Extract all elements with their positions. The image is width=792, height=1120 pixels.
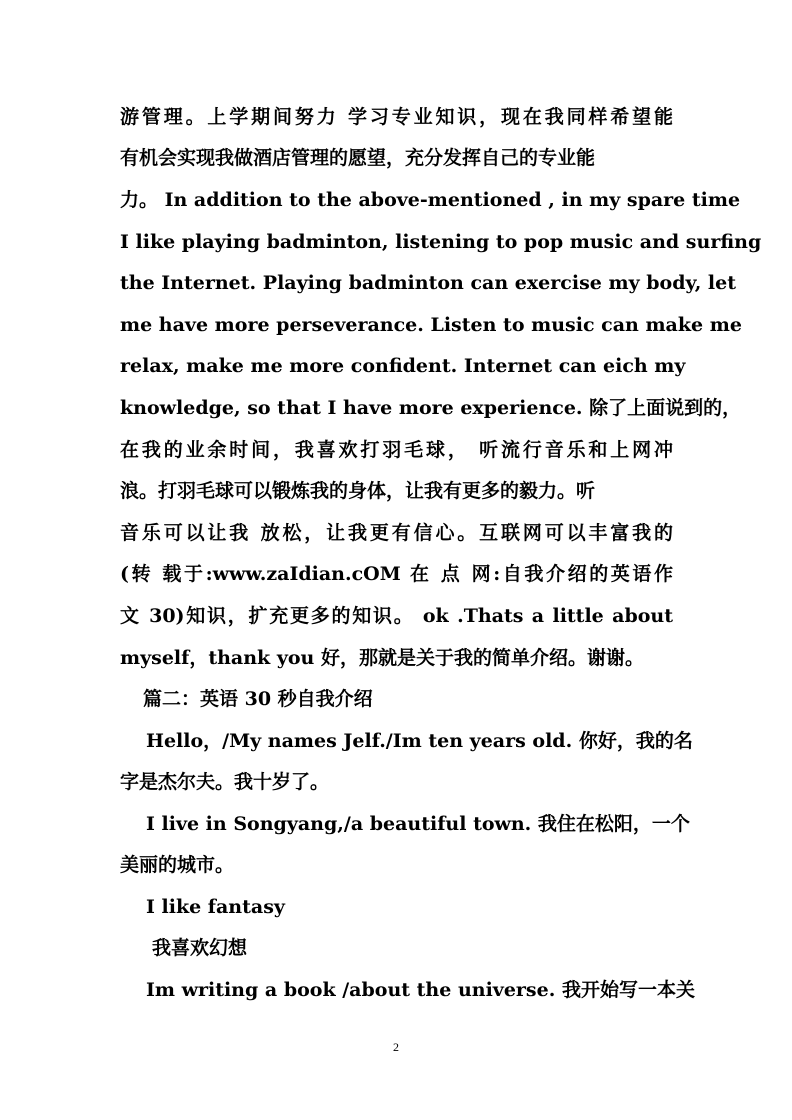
paragraph-line: 游管理。上学期间努力 学习专业知识，现在我同样希望能	[120, 106, 673, 128]
paragraph-line: I live in Songyang,/a beautiful town. 我住在松阳，一个	[146, 813, 690, 835]
paragraph-line: 音乐可以让我 放松，让我更有信心。互联网可以丰富我的	[120, 522, 673, 544]
paragraph-line: 我喜欢幻想	[152, 937, 248, 959]
paragraph-line: 浪。打羽毛球可以锻炼我的身体，让我有更多的毅力。听	[120, 480, 596, 502]
page-number: 2	[393, 1040, 399, 1054]
paragraph-line: me have more perseverance. Listen to music can make me	[120, 314, 742, 336]
paragraph-line: 字是杰尔夫。我十岁了。	[120, 771, 330, 793]
paragraph-line: I like playing badminton, listening to pop music and surfing	[120, 231, 762, 253]
paragraph-line: 有机会实现我做酒店管理的愿望，充分发挥自己的专业能	[120, 147, 596, 169]
paragraph-line: (转 载于:www.zaIdian.cOM 在 点 网:自我介绍的英语作	[120, 563, 673, 585]
paragraph-line: relax, make me more confident. Internet can eich my	[120, 355, 686, 377]
paragraph-line: 文 30)知识，扩充更多的知识。 ok .Thats a little about	[120, 605, 673, 627]
paragraph-line: knowledge, so that I have more experience. 除了上面说到的，	[120, 397, 742, 419]
paragraph-line: 力。 In addition to the above-mentioned , in my spare time	[120, 189, 741, 211]
paragraph-line: Hello，/My names Jelf./Im ten years old. 你好，我的名	[146, 730, 693, 752]
paragraph-line: myself，thank you 好，那就是关于我的简单介绍。谢谢。	[120, 647, 644, 669]
section-heading: 篇二：英语 30 秒自我介绍	[143, 688, 373, 710]
paragraph-line: 在我的业余时间，我喜欢打羽毛球， 听流行音乐和上网冲	[120, 439, 673, 461]
paragraph-line: I like fantasy	[146, 896, 285, 918]
paragraph-line: Im writing a book /about the universe. 我开始写一本关	[146, 979, 695, 1001]
paragraph-line: the Internet. Playing badminton can exercise my body, let	[120, 272, 737, 294]
paragraph-line: 美丽的城市。	[120, 854, 235, 876]
